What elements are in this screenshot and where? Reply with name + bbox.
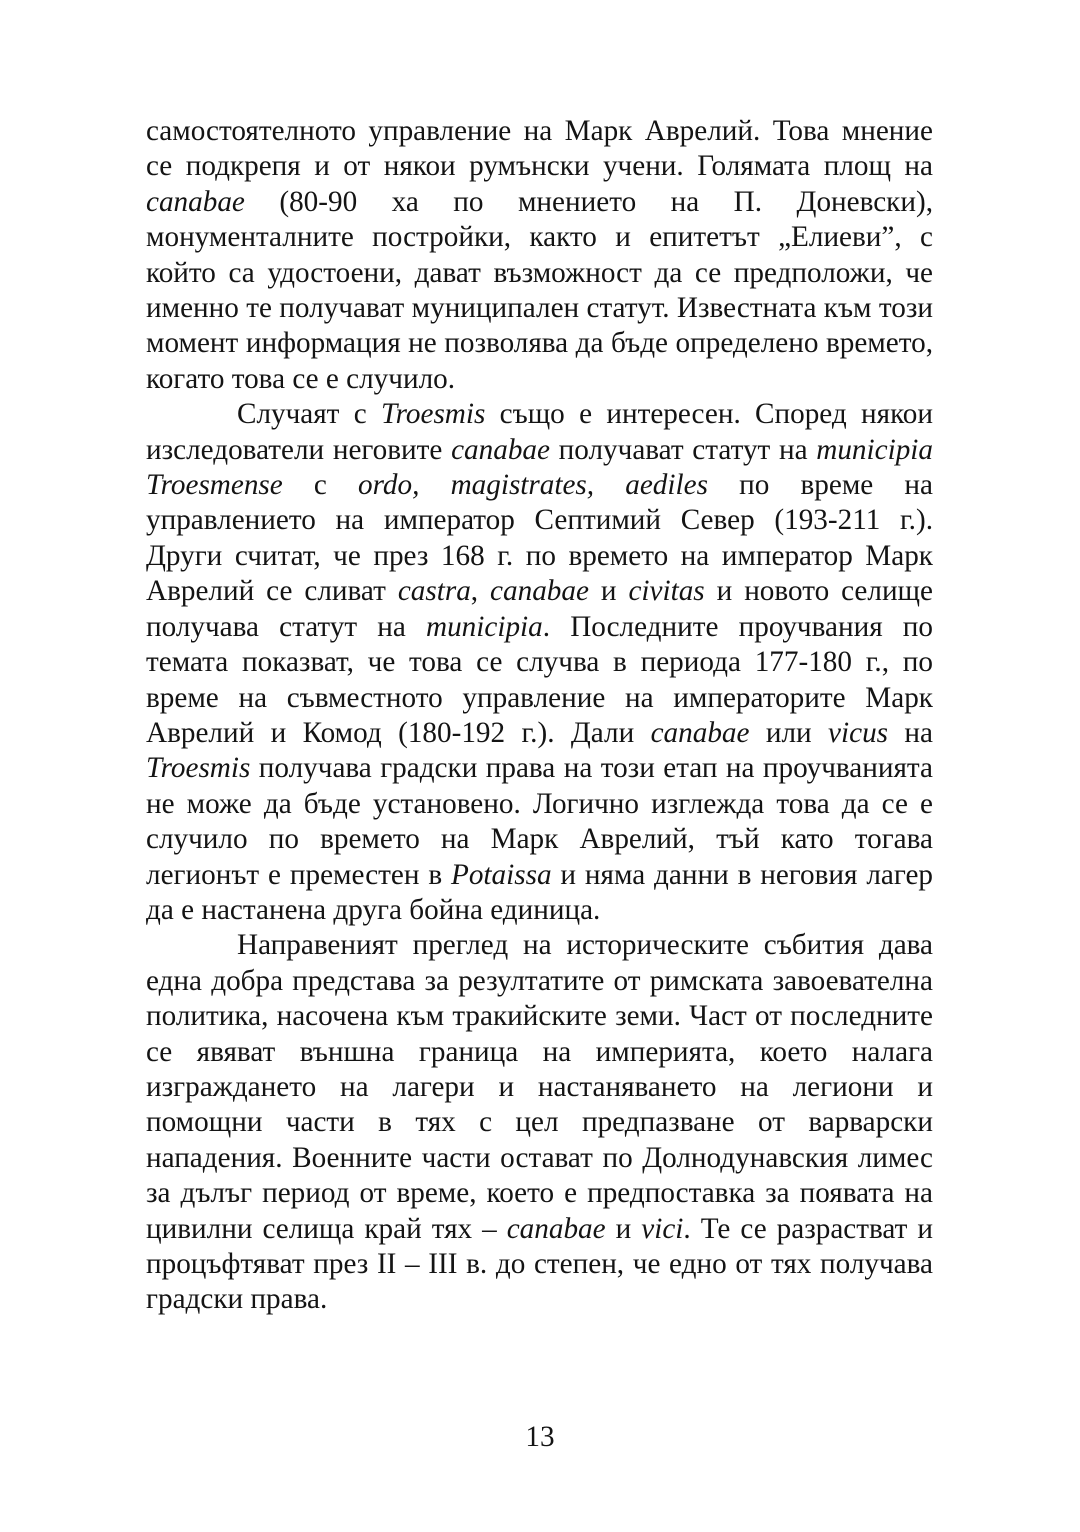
italic-term: canabae — [506, 1212, 606, 1245]
text-run: и новото селище получава статут на — [146, 575, 933, 643]
paragraph-1 — [146, 114, 933, 397]
text-run: получават статут на — [549, 433, 817, 466]
paragraph-3 — [146, 928, 933, 1317]
text-run: (80-90 ха по мнението на П. Доневски), монументалните постройки, както и епитетът „Елиеви”, с който са удостоени, дават възможност да се предположи, че именно те получават муниципален статут. Известната към този момент информация не позволява да бъде определено времето, когато това се е случило. — [146, 185, 933, 395]
text-run: с — [282, 469, 359, 502]
italic-term: castra — [397, 575, 471, 608]
italic-term: vicus — [828, 716, 889, 749]
text-run: Случаят с — [237, 398, 381, 431]
page-number: 13 — [525, 1421, 555, 1453]
text-run: , — [470, 575, 491, 608]
page-body — [146, 114, 933, 1318]
paragraph-2 — [146, 397, 933, 928]
text-run: или — [749, 716, 829, 749]
text-run: и няма данни в неговия лагер да е настанена друга бойна единица. — [146, 858, 933, 926]
italic-term: Potaissa — [451, 858, 552, 891]
text-run: също е интересен. Според някои изследователи неговите — [146, 398, 933, 466]
italic-term: vici — [641, 1212, 684, 1245]
italic-term: municipia — [426, 610, 543, 643]
text-run: и — [605, 1212, 642, 1245]
text-run: и — [588, 575, 629, 608]
text-run: самостоятелното управление на Марк Аврелий. Това мнение се подкрепя и от някои румънски учени. Голямата площ на — [146, 115, 933, 183]
italic-term: canabae — [490, 575, 589, 608]
italic-term: canabae — [650, 716, 750, 749]
italic-term: canabae — [451, 433, 550, 466]
italic-term: Troesmis — [146, 752, 251, 785]
text-run: . Последните проучвания по темата показват, че това се случва в периода 177-180 г., по време на съвместното управление на императорите Марк Аврелий и Комод (180-192 г.). Дали — [146, 610, 933, 749]
italic-term: Troesmis — [381, 398, 486, 431]
text-run: получава градски права на този етап на проучванията не може да бъде установено. Логично изглежда това да се е случило по времето на Марк Аврелий, тъй като тогава легионът е преместен в — [146, 752, 933, 891]
text-run: . Те се разрастват и процъфтяват през II – III в. до степен, че едно от тях получава градски права. — [146, 1212, 933, 1316]
italic-term: ordo, magistrates, aediles — [358, 469, 708, 502]
italic-term: civitas — [628, 575, 705, 608]
italic-term: municipia Troesmense — [146, 433, 933, 502]
text-run: на — [888, 716, 933, 749]
text-run: Направеният преглед на историческите събития дава една добра представа за резултатите от римската завоевателна политика, насочена към тракийските земи. Част от последните се явяват външна граница на империята, което налага изграждането на лагери и настаняването на легиони и помощни части в тях с цел предпазване от варварски нападения. Военните части остават по Долнодунавския лимес за дълъг период от време, което е предпоставка за появата на цивилни селища край тях – — [146, 929, 933, 1245]
italic-term: canabae — [146, 185, 245, 218]
text-run: по време на управлението на император Септимий Север (193-211 г.). Други считат, че през 168 г. по времето на император Марк Аврелий се сливат — [146, 469, 933, 608]
